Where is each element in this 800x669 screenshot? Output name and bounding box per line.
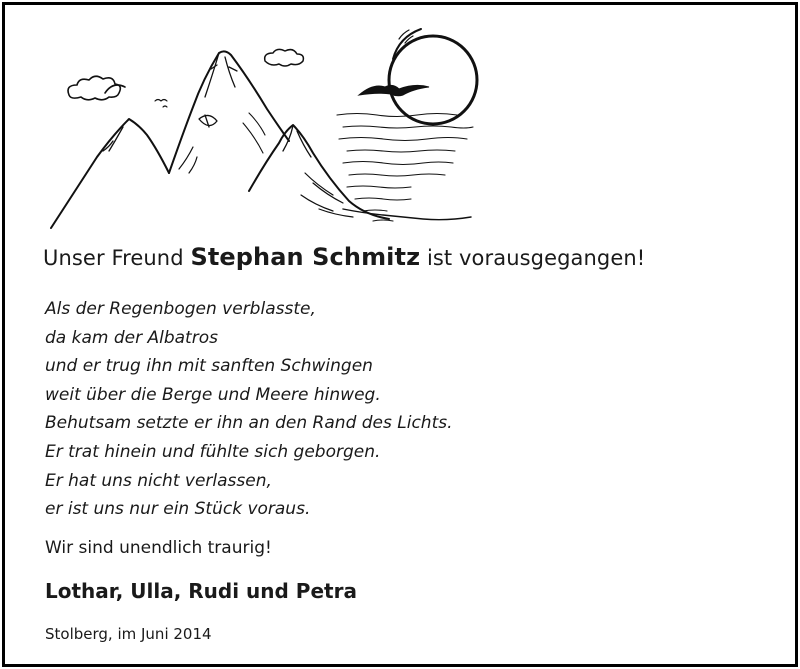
obituary-card bbox=[2, 2, 798, 667]
headline-suffix: ist vorausgegangen! bbox=[426, 246, 646, 270]
poem-line: Als der Regenbogen verblasste, bbox=[45, 299, 316, 319]
albatross-icon bbox=[359, 85, 429, 95]
sun-icon bbox=[389, 29, 477, 124]
poem bbox=[45, 295, 453, 524]
bird-icon bbox=[155, 100, 167, 108]
cloud-icon bbox=[265, 49, 304, 66]
poem-line: Er trat hinein und fühlte sich geborgen. bbox=[45, 441, 381, 462]
deceased-name: Stephan Schmitz bbox=[190, 243, 421, 271]
mountains-icon bbox=[51, 51, 471, 228]
poem-line: Behutsam setzte er ihn an den Rand des Lichts. bbox=[45, 413, 453, 434]
poem-line: da kam der Albatros bbox=[45, 327, 218, 348]
place-date: Stolberg, im Juni 2014 bbox=[45, 625, 212, 643]
headline bbox=[43, 243, 645, 271]
mountain-sea-illustration bbox=[43, 23, 513, 233]
sea-icon bbox=[337, 114, 473, 222]
headline-prefix: Unser Freund bbox=[43, 246, 184, 270]
poem-line: weit über die Berge und Meere hinweg. bbox=[45, 384, 381, 405]
signers: Lothar, Ulla, Rudi und Petra bbox=[45, 579, 357, 603]
poem-line: Er hat uns nicht verlassen, bbox=[45, 470, 272, 491]
cloud-icon bbox=[68, 76, 125, 100]
closing-line: Wir sind unendlich traurig! bbox=[45, 538, 272, 558]
poem-line: er ist uns nur ein Stück voraus. bbox=[45, 499, 311, 520]
poem-line: und er trug ihn mit sanften Schwingen bbox=[45, 356, 373, 377]
